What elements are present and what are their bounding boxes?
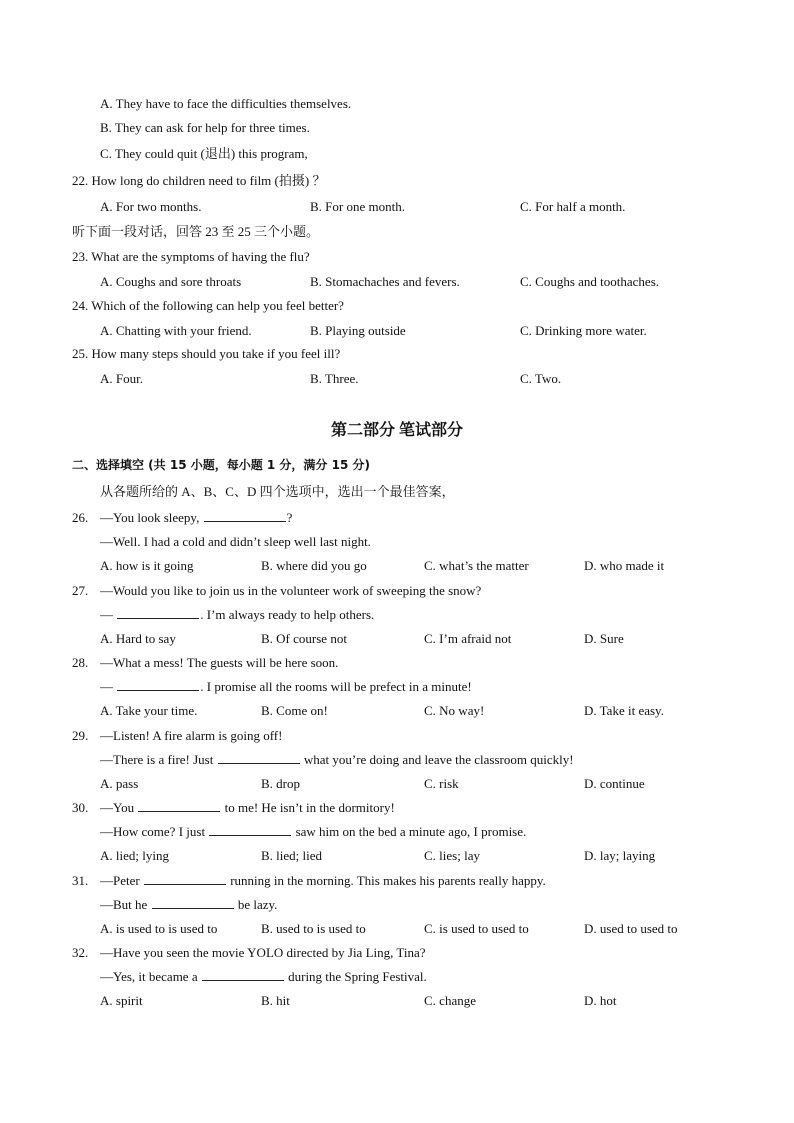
line-text: saw him on the bed a minute ago, I promise. xyxy=(292,824,527,839)
option-d: D. who made it xyxy=(584,558,665,573)
option-a: A. Hard to say xyxy=(100,630,176,646)
line-text: —Peter xyxy=(100,872,143,888)
question-line-1 xyxy=(100,655,338,671)
option-b: B. hit xyxy=(261,993,290,1008)
option-a: A. is used to is used to xyxy=(100,920,218,936)
line-text: —What a mess! The guests will be here soon. xyxy=(100,655,339,670)
q22-option-a: A. For two months. xyxy=(100,199,202,214)
option-d: D. continue xyxy=(584,775,645,791)
option-a: A. spirit xyxy=(100,993,143,1008)
option-c: C. is used to used to xyxy=(424,920,529,936)
answer-blank xyxy=(117,679,199,691)
q25-option-a: A. Four. xyxy=(100,371,143,386)
answer-blank xyxy=(204,510,286,522)
line-text: —But he xyxy=(100,896,151,912)
line-text: —There is a fire! Just xyxy=(100,751,217,767)
line-text: ? xyxy=(286,510,293,525)
answer-blank xyxy=(144,873,226,885)
question-number: 26. xyxy=(72,510,89,525)
line-text: during the Spring Festival. xyxy=(284,969,427,984)
option-c: C. No way! xyxy=(424,703,485,718)
q22-stem: 22. How long do children need to film (拍摄) ？ xyxy=(72,173,326,188)
option-d: D. hot xyxy=(584,993,617,1008)
q23-stem: 23. What are the symptoms of having the flu? xyxy=(72,249,310,264)
section-two-heading: 二、选择填空 (共 15 小题，每小题 1 分，满分 15 分) xyxy=(72,458,370,472)
dialog-instruction: 听下面一段对话，回答 23 至 25 三个小题。 xyxy=(72,224,320,239)
answer-blank xyxy=(218,752,300,764)
q21-option-b: B. They can ask for help for three times. xyxy=(100,120,310,135)
q21-option-a: A. They have to face the difficulties themselves. xyxy=(100,96,352,111)
question-line-2 xyxy=(100,897,277,913)
question-number: 28. xyxy=(72,655,89,670)
question-line-1 xyxy=(100,728,282,744)
line-text: —How come? I just xyxy=(100,824,209,839)
line-text: —You look sleepy, xyxy=(100,510,203,525)
line-text: —You xyxy=(100,800,138,815)
q24-option-c: C. Drinking more water. xyxy=(520,323,647,338)
answer-blank xyxy=(202,969,284,981)
question-line-1 xyxy=(100,800,395,816)
line-text: . I’m always ready to help others. xyxy=(200,606,375,622)
option-a: A. how is it going xyxy=(100,558,194,573)
option-d: D. used to used to xyxy=(584,920,678,936)
question-line-2 xyxy=(100,679,472,695)
line-text: be lazy. xyxy=(234,896,278,912)
q25-stem: 25. How many steps should you take if you feel ill? xyxy=(72,346,341,361)
answer-blank xyxy=(152,897,234,909)
question-line-2 xyxy=(100,752,574,768)
section-two-instruction: 从各题所给的 A、B、C、D 四个选项中，选出一个最佳答案， xyxy=(100,484,455,499)
q24-stem: 24. Which of the following can help you feel better? xyxy=(72,298,344,313)
q22-option-c: C. For half a month. xyxy=(520,199,626,214)
option-c: C. risk xyxy=(424,775,459,791)
question-line-1 xyxy=(100,583,481,599)
line-text: what you’re doing and leave the classroom quickly! xyxy=(300,751,574,767)
q25-option-b: B. Three. xyxy=(310,371,359,386)
option-d: D. Take it easy. xyxy=(584,703,664,718)
q23-option-a: A. Coughs and sore throats xyxy=(100,274,242,289)
question-line-2 xyxy=(100,969,427,985)
q22-option-b: B. For one month. xyxy=(310,199,405,214)
option-b: B. drop xyxy=(261,775,300,791)
q24-option-a: A. Chatting with your friend. xyxy=(100,323,252,338)
line-text: — xyxy=(100,679,117,694)
answer-blank xyxy=(117,607,199,619)
question-number: 32. xyxy=(72,945,89,960)
option-b: B. used to is used to xyxy=(261,920,366,936)
question-line-1 xyxy=(100,510,292,526)
option-a: A. Take your time. xyxy=(100,703,198,718)
q25-option-c: C. Two. xyxy=(520,371,562,386)
option-d: D. lay; laying xyxy=(584,848,656,863)
question-number: 31. xyxy=(72,872,89,888)
option-b: B. Come on! xyxy=(261,703,328,718)
line-text: to me! He isn’t in the dormitory! xyxy=(221,800,395,815)
option-b: B. Of course not xyxy=(261,630,347,646)
question-line-1 xyxy=(100,873,546,889)
question-line-2 xyxy=(100,824,526,840)
q23-option-b: B. Stomachaches and fevers. xyxy=(310,274,460,289)
question-number: 30. xyxy=(72,800,89,815)
question-line-2 xyxy=(100,534,371,550)
line-text: —Yes, it became a xyxy=(100,969,201,984)
line-text: — xyxy=(100,606,117,622)
question-line-1 xyxy=(100,945,426,961)
q24-option-b: B. Playing outside xyxy=(310,323,406,338)
option-c: C. lies; lay xyxy=(424,848,480,863)
option-c: C. I’m afraid not xyxy=(424,630,512,646)
option-c: C. what’s the matter xyxy=(424,558,529,573)
line-text: —Listen! A fire alarm is going off! xyxy=(100,727,283,743)
q23-option-c: C. Coughs and toothaches. xyxy=(520,274,660,289)
option-c: C. change xyxy=(424,993,476,1008)
answer-blank xyxy=(138,800,220,812)
answer-blank xyxy=(209,824,291,836)
line-text: —Would you like to join us in the volunteer work of sweeping the snow? xyxy=(100,582,482,598)
question-number: 27. xyxy=(72,582,89,598)
option-a: A. pass xyxy=(100,775,139,791)
line-text: —Well. I had a cold and didn’t sleep well last night. xyxy=(100,534,371,549)
line-text: . I promise all the rooms will be prefect in a minute! xyxy=(200,679,472,694)
question-line-2 xyxy=(100,607,374,623)
line-text: running in the morning. This makes his parents really happy. xyxy=(226,872,546,888)
part-two-title: 第二部分 笔试部分 xyxy=(330,422,463,439)
q21-option-c: C. They could quit (退出) this program, xyxy=(100,146,308,161)
option-d: D. Sure xyxy=(584,630,624,646)
option-b: B. where did you go xyxy=(261,558,367,573)
line-text: —Have you seen the movie YOLO directed by Jia Ling, Tina? xyxy=(100,945,426,960)
option-b: B. lied; lied xyxy=(261,848,323,863)
option-a: A. lied; lying xyxy=(100,848,169,863)
question-number: 29. xyxy=(72,727,89,743)
